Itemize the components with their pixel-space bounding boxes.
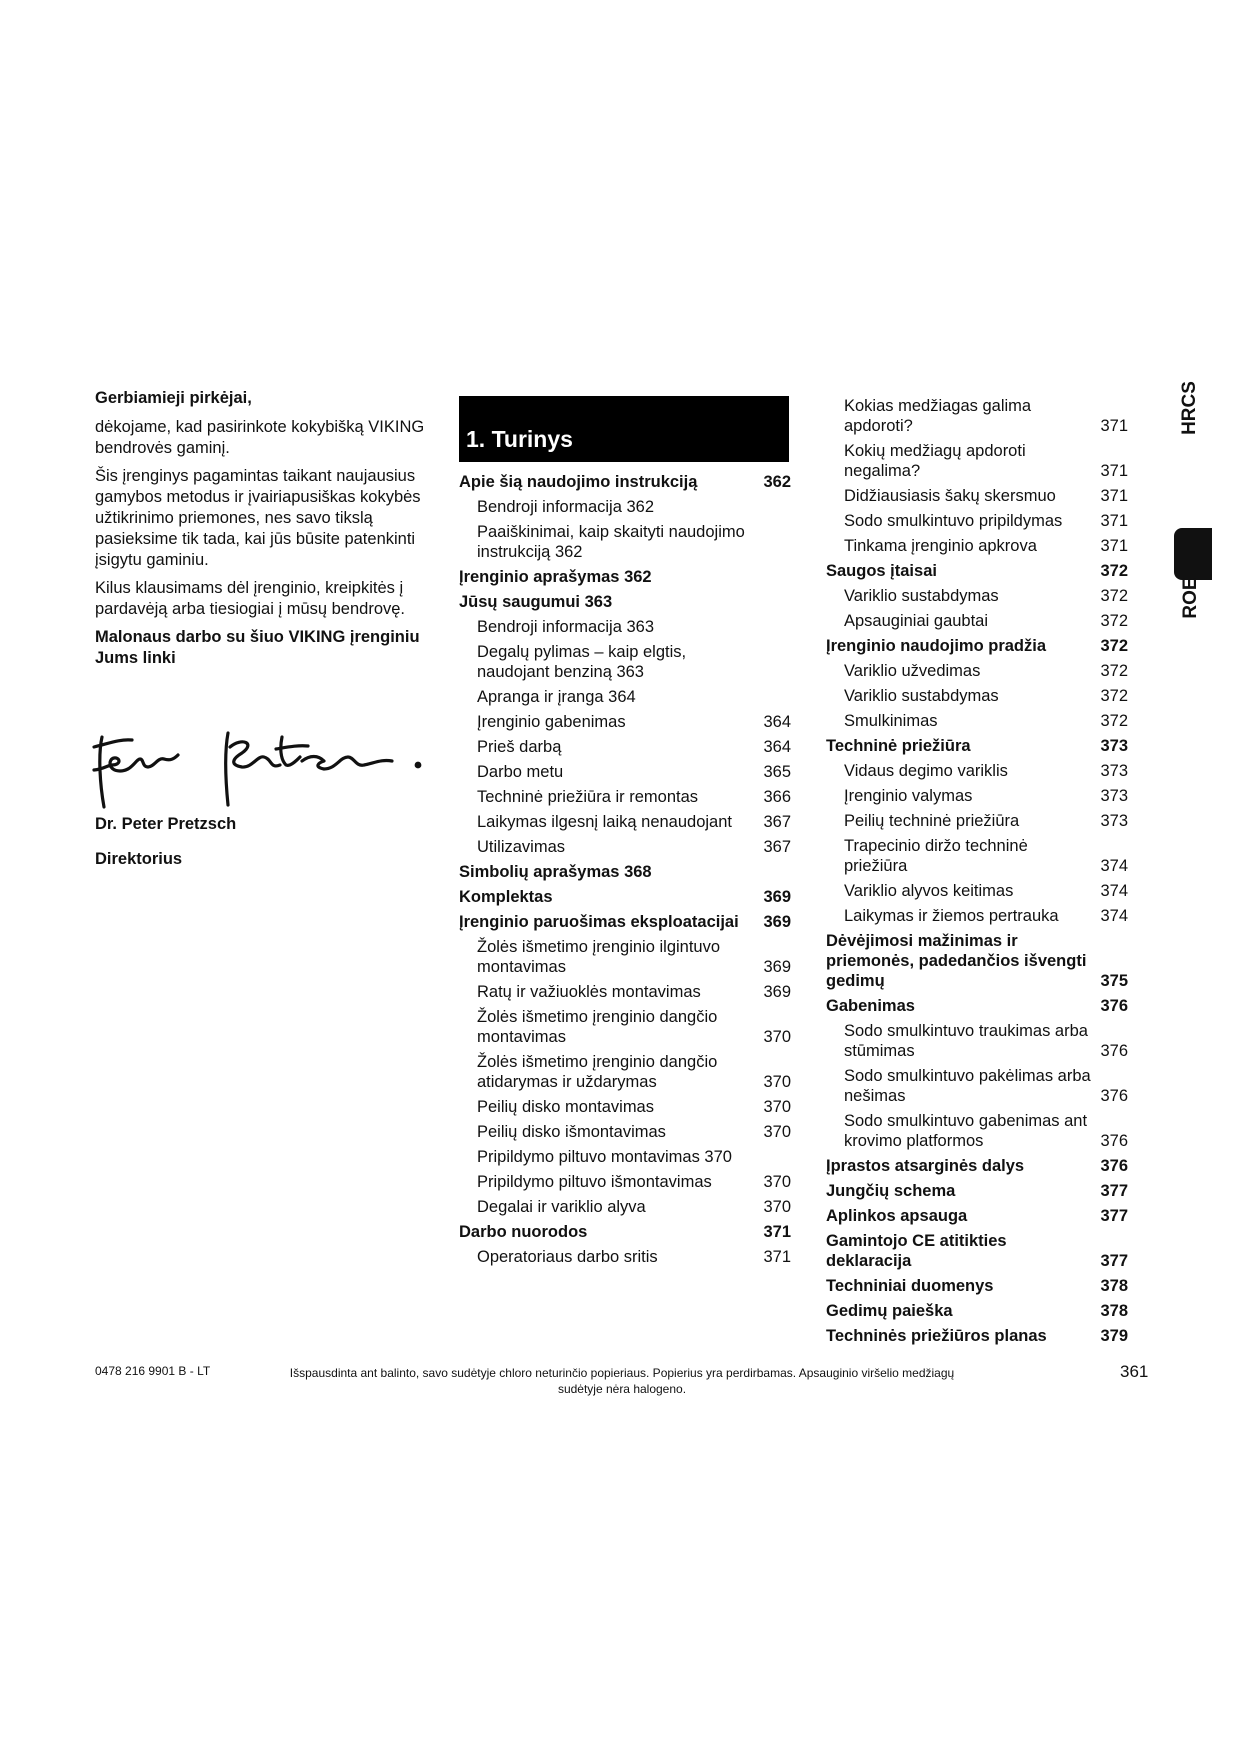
toc-entry-title: Dėvėjimosi mažinimas ir priemonės, padedančios išvengti gedimų — [826, 932, 1087, 990]
toc-entry-page: 369 — [763, 983, 791, 1001]
toc-entry-title: Simbolių aprašymas 368 — [459, 863, 652, 881]
toc-section[interactable] — [826, 636, 1128, 656]
toc-subsection[interactable] — [826, 1111, 1128, 1151]
toc-entry-title: Aplinkos apsauga — [826, 1207, 968, 1225]
toc-entry-title: Techninė priežiūra ir remontas — [477, 788, 699, 806]
toc-subsection[interactable] — [459, 1147, 791, 1167]
closing-line: Malonaus darbo su šiuo VIKING įrenginiu Jums linki — [95, 628, 420, 667]
toc-column-right — [826, 396, 1128, 1351]
side-tab-roe[interactable] — [1170, 528, 1212, 634]
toc-subsection[interactable] — [459, 1097, 791, 1117]
toc-entry-page: 376 — [1100, 1087, 1128, 1105]
side-tab-label: HRCS — [1179, 381, 1200, 435]
toc-entry-title: Darbo nuorodos — [459, 1223, 588, 1241]
toc-entry-page: 365 — [763, 763, 791, 781]
toc-entry-title: Komplektas — [459, 888, 553, 906]
toc-subsection[interactable] — [826, 836, 1128, 876]
toc-subsection[interactable] — [459, 762, 791, 782]
toc-entry-title: Jūsų saugumui 363 — [459, 593, 613, 611]
toc-subsection[interactable] — [826, 786, 1128, 806]
toc-entry-page: 377 — [1100, 1182, 1128, 1200]
toc-entry-title: Žolės išmetimo įrenginio dangčio montavimas — [477, 1008, 718, 1046]
toc-entry-title: Sodo smulkintuvo traukimas arba stūmimas — [844, 1022, 1088, 1060]
toc-entry-title: Sodo smulkintuvo pakėlimas arba nešimas — [844, 1067, 1091, 1105]
toc-subsection[interactable] — [459, 787, 791, 807]
toc-subsection[interactable] — [459, 982, 791, 1002]
toc-section[interactable] — [826, 561, 1128, 581]
toc-entry-title: Gamintojo CE atitikties deklaracija — [826, 1232, 1007, 1270]
toc-entry-page: 373 — [1100, 787, 1128, 805]
toc-entry-page: 370 — [763, 1173, 791, 1191]
toc-section[interactable] — [459, 567, 791, 587]
toc-section[interactable] — [826, 1326, 1128, 1346]
toc-entry-title: Bendroji informacija 363 — [477, 618, 655, 636]
toc-entry-title: Variklio sustabdymas — [844, 587, 999, 605]
toc-subsection[interactable] — [826, 1021, 1128, 1061]
toc-entry-page: 371 — [1100, 537, 1128, 555]
toc-entry-title: Techniniai duomenys — [826, 1277, 994, 1295]
toc-subsection[interactable] — [826, 906, 1128, 926]
toc-section[interactable] — [459, 862, 791, 882]
intro-paragraph: dėkojame, kad pasirinkote kokybišką VIKING bendrovės gaminį. — [95, 418, 425, 457]
toc-section[interactable] — [826, 996, 1128, 1016]
toc-entry-title: Prieš darbą — [477, 738, 562, 756]
toc-entry-page: 367 — [763, 838, 791, 856]
toc-entry-title: Ratų ir važiuoklės montavimas — [477, 983, 701, 1001]
toc-entry-page: 376 — [1100, 1157, 1128, 1175]
toc-entry-title: Didžiausiasis šakų skersmuo — [844, 487, 1056, 505]
toc-section[interactable] — [826, 1276, 1128, 1296]
toc-entry-title: Trapecinio diržo techninė priežiūra — [844, 837, 1028, 875]
toc-subsection[interactable] — [459, 617, 791, 637]
greeting: Gerbiamieji pirkėjai, — [95, 389, 252, 407]
toc-subsection[interactable] — [459, 497, 791, 517]
toc-section[interactable] — [826, 1156, 1128, 1176]
toc-subsection[interactable] — [826, 761, 1128, 781]
toc-entry-page: 374 — [1100, 882, 1128, 900]
signer-role: Direktorius — [95, 850, 183, 868]
toc-subsection[interactable] — [826, 711, 1128, 731]
toc-entry-page: 374 — [1100, 907, 1128, 925]
toc-entry-title: Kokių medžiagų apdoroti negalima? — [844, 442, 1026, 480]
toc-entry-title: Vidaus degimo variklis — [844, 762, 1008, 780]
toc-entry-title: Žolės išmetimo įrenginio ilgintuvo montavimas — [477, 938, 721, 976]
toc-subsection[interactable] — [826, 1066, 1128, 1106]
toc-subsection[interactable] — [459, 1052, 791, 1092]
toc-section[interactable] — [459, 912, 791, 932]
toc-entry-page: 371 — [763, 1248, 791, 1266]
toc-entry-page: 371 — [1100, 462, 1128, 480]
toc-subsection[interactable] — [826, 611, 1128, 631]
intro-paragraph: Šis įrenginys pagamintas taikant naujausius gamybos metodus ir įvairiapusiškas kokybės užtikrinimo priemones, nes savo tikslą pasieksime tik tada, kai jūs būsite patenkinti įsigytu gaminiu. — [95, 467, 421, 569]
toc-entry-title: Paaiškinimai, kaip skaityti naudojimo instrukciją 362 — [477, 523, 745, 561]
toc-entry-page: 373 — [1100, 737, 1128, 755]
toc-entry-page: 371 — [1100, 512, 1128, 530]
toc-entry-title: Utilizavimas — [477, 838, 566, 856]
toc-subsection[interactable] — [459, 837, 791, 857]
toc-entry-page: 370 — [763, 1098, 791, 1116]
toc-entry-title: Įrenginio aprašymas 362 — [459, 568, 652, 586]
intro-letter — [95, 388, 430, 676]
toc-entry-title: Gedimų paieška — [826, 1302, 953, 1320]
toc-entry-page: 364 — [763, 713, 791, 731]
toc-entry-title: Pripildymo piltuvo montavimas 370 — [477, 1148, 732, 1166]
toc-entry-title: Peilių techninė priežiūra — [844, 812, 1020, 830]
toc-section[interactable] — [459, 887, 791, 907]
toc-subsection[interactable] — [459, 1007, 791, 1047]
toc-subsection[interactable] — [459, 737, 791, 757]
toc-entry-title: Žolės išmetimo įrenginio dangčio atidarymas ir uždarymas — [477, 1053, 718, 1091]
toc-subsection[interactable] — [459, 712, 791, 732]
toc-entry-page: 376 — [1100, 1042, 1128, 1060]
toc-entry-page: 372 — [1100, 562, 1128, 580]
toc-entry-title: Variklio sustabdymas — [844, 687, 999, 705]
toc-subsection[interactable] — [826, 881, 1128, 901]
toc-entry-page: 379 — [1100, 1327, 1128, 1345]
toc-column-middle — [459, 472, 791, 1272]
toc-entry-page: 378 — [1100, 1277, 1128, 1295]
toc-subsection[interactable] — [459, 1172, 791, 1192]
toc-entry-title: Techninės priežiūros planas — [826, 1327, 1047, 1345]
page-number: 361 — [1120, 1362, 1149, 1381]
toc-entry-title: Smulkinimas — [844, 712, 938, 730]
toc-entry-title: Įrenginio gabenimas — [477, 713, 626, 731]
toc-subsection[interactable] — [459, 687, 791, 707]
toc-entry-title: Gabenimas — [826, 997, 915, 1015]
intro-paragraph: Kilus klausimams dėl įrenginio, kreipkitės į pardavėją arba tiesiogiai į mūsų bendrovę. — [95, 579, 406, 618]
toc-subsection[interactable] — [459, 812, 791, 832]
toc-section[interactable] — [826, 1206, 1128, 1226]
toc-entry-title: Kokias medžiagas galima apdoroti? — [844, 397, 1032, 435]
toc-entry-page: 371 — [1100, 417, 1128, 435]
toc-subsection[interactable] — [826, 511, 1128, 531]
toc-entry-title: Variklio užvedimas — [844, 662, 981, 680]
toc-subsection[interactable] — [826, 661, 1128, 681]
handwritten-signature — [92, 725, 432, 810]
toc-entry-title: Techninė priežiūra — [826, 737, 971, 755]
toc-subsection[interactable] — [826, 586, 1128, 606]
toc-entry-page: 370 — [763, 1073, 791, 1091]
toc-entry-title: Peilių disko išmontavimas — [477, 1123, 666, 1141]
toc-subsection[interactable] — [459, 1197, 791, 1217]
toc-entry-title: Įrenginio naudojimo pradžia — [826, 637, 1047, 655]
toc-entry-title: Saugos įtaisai — [826, 562, 937, 580]
toc-heading-bar — [459, 396, 789, 462]
toc-section[interactable] — [459, 472, 791, 492]
toc-entry-title: Tinkama įrenginio apkrova — [844, 537, 1037, 555]
toc-entry-page: 372 — [1100, 612, 1128, 630]
toc-entry-title: Jungčių schema — [826, 1182, 956, 1200]
toc-subsection[interactable] — [826, 441, 1128, 481]
toc-section[interactable] — [459, 592, 791, 612]
toc-subsection[interactable] — [459, 1122, 791, 1142]
toc-entry-page: 369 — [763, 958, 791, 976]
toc-entry-title: Apranga ir įranga 364 — [477, 688, 636, 706]
toc-entry-title: Degalų pylimas – kaip elgtis, naudojant benziną 363 — [477, 643, 687, 681]
toc-entry-title: Laikymas ilgesnį laiką nenaudojant — [477, 813, 732, 831]
toc-entry-page: 371 — [1100, 487, 1128, 505]
toc-entry-page: 362 — [763, 473, 791, 491]
toc-section[interactable] — [826, 736, 1128, 756]
toc-entry-page: 372 — [1100, 712, 1128, 730]
toc-heading: 1. Turinys — [466, 426, 573, 452]
signer-name: Dr. Peter Pretzsch — [95, 815, 237, 833]
toc-subsection[interactable] — [826, 396, 1128, 436]
toc-entry-title: Operatoriaus darbo sritis — [477, 1248, 658, 1266]
toc-entry-page: 370 — [763, 1198, 791, 1216]
toc-entry-page: 366 — [763, 788, 791, 806]
toc-entry-title: Degalai ir variklio alyva — [477, 1198, 646, 1216]
toc-entry-title: Peilių disko montavimas — [477, 1098, 654, 1116]
toc-entry-page: 369 — [763, 913, 791, 931]
toc-subsection[interactable] — [459, 522, 791, 562]
toc-entry-title: Bendroji informacija 362 — [477, 498, 655, 516]
toc-entry-page: 372 — [1100, 637, 1128, 655]
toc-subsection[interactable] — [459, 642, 791, 682]
toc-subsection[interactable] — [826, 536, 1128, 556]
toc-entry-title: Apie šią naudojimo instrukciją — [459, 473, 698, 491]
toc-entry-page: 371 — [763, 1223, 791, 1241]
toc-entry-page: 367 — [763, 813, 791, 831]
toc-entry-page: 373 — [1100, 762, 1128, 780]
toc-entry-page: 376 — [1100, 997, 1128, 1015]
toc-entry-page: 372 — [1100, 587, 1128, 605]
toc-entry-page: 373 — [1100, 812, 1128, 830]
side-tab-label: ROE — [1180, 577, 1201, 619]
toc-entry-title: Sodo smulkintuvo pripildymas — [844, 512, 1063, 530]
toc-entry-page: 369 — [763, 888, 791, 906]
toc-entry-page: 370 — [763, 1028, 791, 1046]
toc-entry-title: Įrenginio paruošimas eksploatacijai — [459, 913, 739, 931]
toc-subsection[interactable] — [459, 1247, 791, 1267]
toc-entry-page: 378 — [1100, 1302, 1128, 1320]
toc-entry-title: Laikymas ir žiemos pertrauka — [844, 907, 1059, 925]
toc-entry-title: Įprastos atsarginės dalys — [826, 1157, 1025, 1175]
toc-entry-page: 374 — [1100, 857, 1128, 875]
toc-section[interactable] — [826, 931, 1128, 991]
toc-entry-page: 364 — [763, 738, 791, 756]
toc-entry-title: Įrenginio valymas — [844, 787, 973, 805]
toc-entry-page: 372 — [1100, 662, 1128, 680]
toc-entry-page: 377 — [1100, 1207, 1128, 1225]
toc-section[interactable] — [459, 1222, 791, 1242]
toc-entry-page: 377 — [1100, 1252, 1128, 1270]
toc-subsection[interactable] — [826, 486, 1128, 506]
toc-section[interactable] — [826, 1231, 1128, 1271]
toc-entry-title: Darbo metu — [477, 763, 564, 781]
toc-subsection[interactable] — [826, 811, 1128, 831]
toc-subsection[interactable] — [459, 937, 791, 977]
side-tab-hrcs[interactable] — [1176, 378, 1204, 438]
paper-note: Išspausdinta ant balinto, savo sudėtyje chloro neturinčio popieriaus. Popierius yra perdirbamas. Apsauginio viršelio medžiagų sudėtyje nėra halogeno. — [289, 1366, 955, 1396]
toc-entry-page: 376 — [1100, 1132, 1128, 1150]
toc-entry-title: Pripildymo piltuvo išmontavimas — [477, 1173, 712, 1191]
toc-section[interactable] — [826, 1301, 1128, 1321]
toc-entry-title: Sodo smulkintuvo gabenimas ant krovimo platformos — [844, 1112, 1088, 1150]
toc-entry-page: 372 — [1100, 687, 1128, 705]
toc-entry-page: 375 — [1100, 972, 1128, 990]
toc-entry-title: Variklio alyvos keitimas — [844, 882, 1014, 900]
toc-entry-title: Apsauginiai gaubtai — [844, 612, 989, 630]
toc-section[interactable] — [826, 1181, 1128, 1201]
toc-entry-page: 370 — [763, 1123, 791, 1141]
document-code: 0478 216 9901 B - LT — [95, 1364, 211, 1378]
toc-subsection[interactable] — [826, 686, 1128, 706]
